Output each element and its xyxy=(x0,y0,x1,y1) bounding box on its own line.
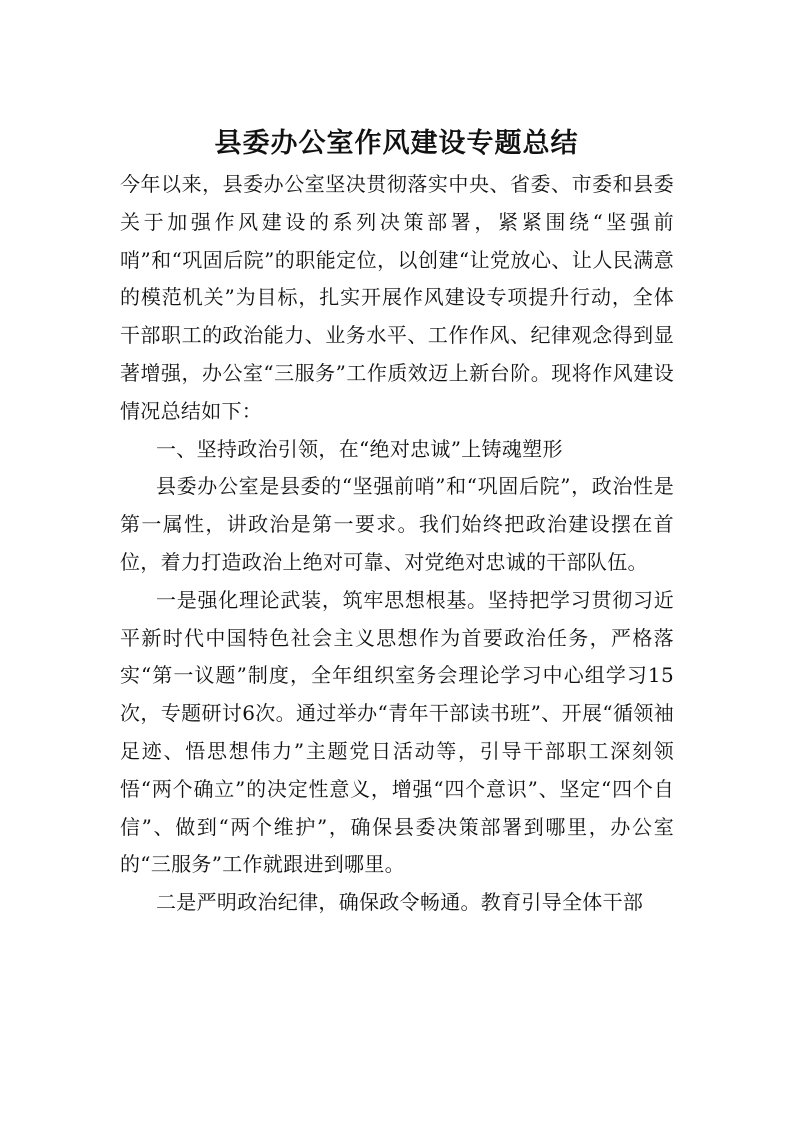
intro-paragraph: 今年以来，县委办公室坚决贯彻落实中央、省委、市委和县委关于加强作风建设的系列决策部署，紧紧围绕“坚强前哨”和“巩固后院”的职能定位，以创建“让党放心、让人民满意的模范机关”为目标，扎实开展作风建设专项提升行动，全体干部职工的政治能力、业务水平、工作作风、纪律观念得到显著增强，办公室“三服务”工作质效迈上新台阶。现将作风建设情况总结如下： xyxy=(120,172,674,423)
point-2-paragraph: 二是严明政治纪律，确保政令畅通。教育引导全体干部 xyxy=(156,890,644,915)
document-title: 县委办公室作风建设专题总结 xyxy=(214,128,579,159)
point-1-paragraph: 一是强化理论武装，筑牢思想根基。坚持把学习贯彻习近平新时代中国特色社会主义思想作为首要政治任务，严格落实“第一议题”制度，全年组织室务会理论学习中心组学习15次，专题研讨6次。通过举办“青年干部读书班”、开展“循领袖足迹、悟思想伟力”主题党日活动等，引导干部职工深刻领悟“两个确立”的决定性意义，增强“四个意识”、坚定“四个自信”、做到“两个维护”，确保县委决策部署到哪里，办公室的“三服务”工作就跟进到哪里。 xyxy=(120,587,674,877)
section-1-paragraph: 县委办公室是县委的“坚强前哨”和“巩固后院”，政治性是第一属性，讲政治是第一要求。我们始终把政治建设摆在首位，着力打造政治上绝对可靠、对党绝对忠诚的干部队伍。 xyxy=(120,474,674,574)
document-body xyxy=(120,166,674,922)
section-heading-1: 一、坚持政治引领，在“绝对忠诚”上铸魂塑形 xyxy=(156,436,563,461)
